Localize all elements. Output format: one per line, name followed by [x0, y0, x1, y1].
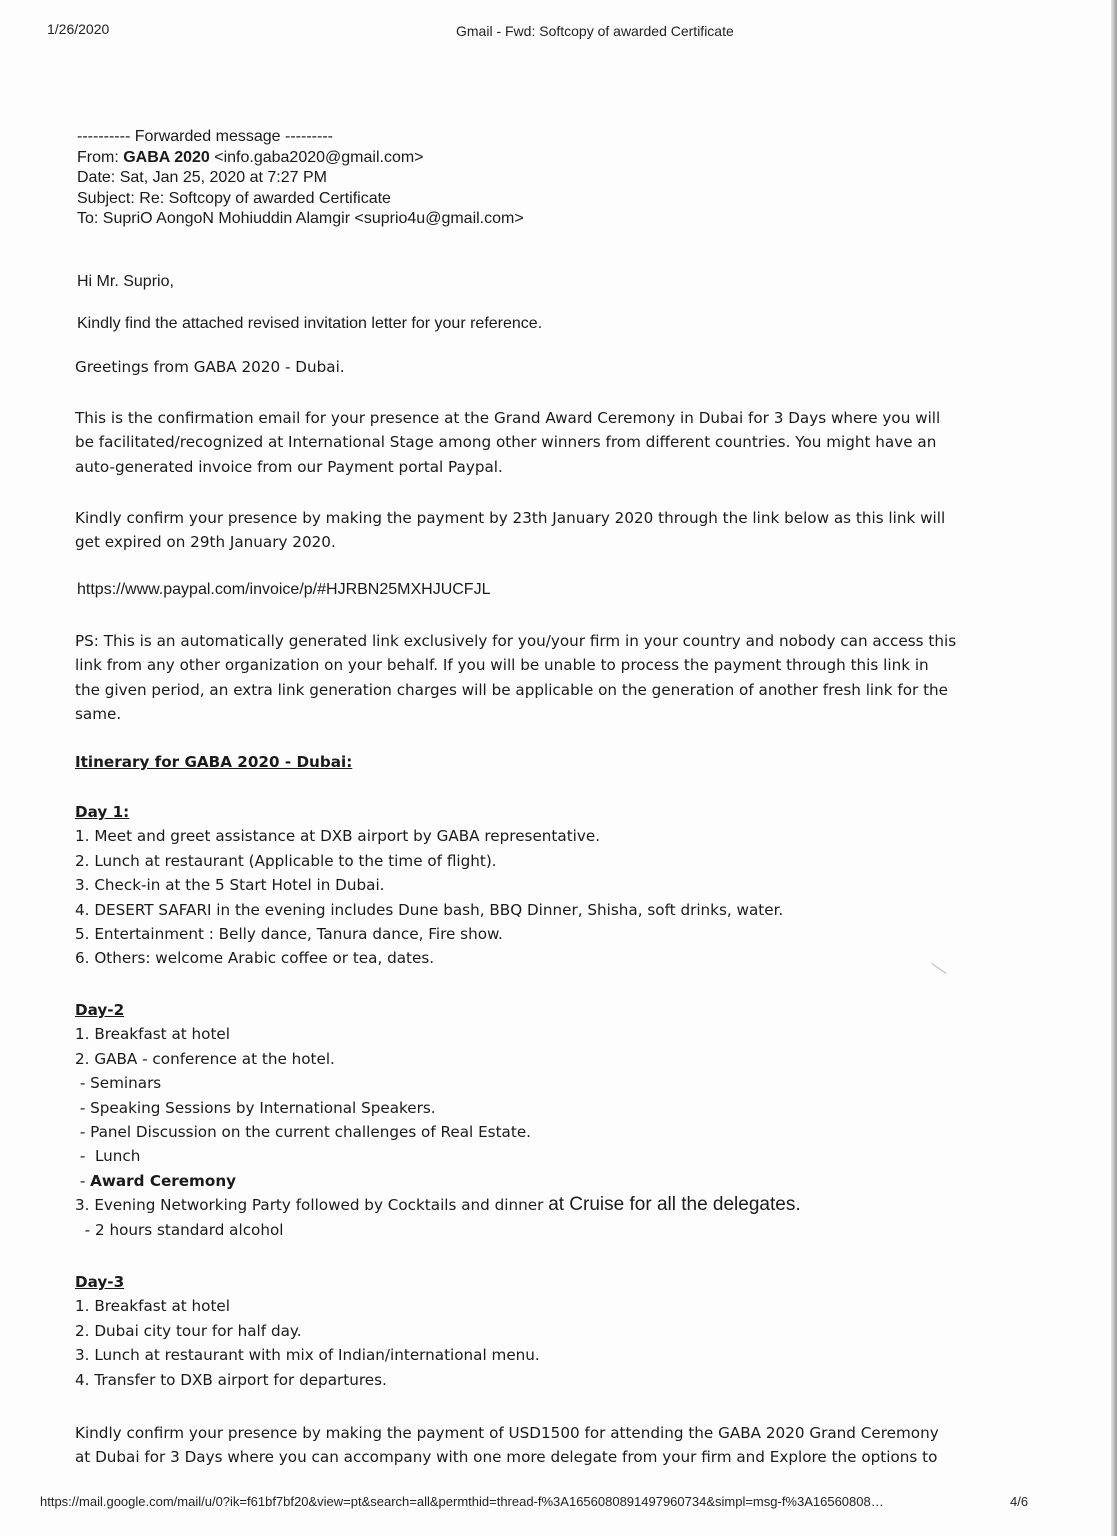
list-item: - Lunch: [75, 1147, 141, 1166]
itinerary-title: Itinerary for GABA 2020 - Dubai:: [75, 753, 353, 771]
award-ceremony: Award Ceremony: [90, 1171, 237, 1190]
list-item: 3. Evening Networking Party followed by Cocktails and dinner at Cruise for all the delegates.: [75, 1194, 801, 1216]
list-item: 6. Others: welcome Arabic coffee or tea, dates.: [75, 949, 435, 968]
list-item: 4. Transfer to DXB airport for departures.: [75, 1370, 387, 1389]
list-item: - Award Ceremony: [75, 1171, 237, 1190]
list-item: 2. Lunch at restaurant (Applicable to the time of flight).: [75, 851, 497, 870]
from-label: From:: [77, 148, 119, 166]
scan-edge-shadow: [1111, 0, 1117, 1536]
closing-paragraph: Kindly confirm your presence by making the payment of USD1500 for attending the GABA 2020 Grand Ceremony at Dubai for 3 Days where you can accompany with one more delegate from your firm and Explore the options to: [75, 1424, 939, 1467]
forwarded-header: [77, 127, 524, 230]
from-name: GABA 2020: [123, 148, 210, 166]
list-item: 4. DESERT SAFARI in the evening includes Dune bash, BBQ Dinner, Shisha, soft drinks, water.: [75, 900, 784, 919]
list-item: 5. Entertainment : Belly dance, Tanura dance, Fire show.: [75, 925, 503, 944]
list-item: - Panel Discussion on the current challenges of Real Estate.: [75, 1123, 531, 1142]
ps-paragraph: PS: This is an automatically generated link exclusively for you/your firm in your country and nobody can access this link from any other organization on your behalf. If you will be unable to process the payment through this link in the given period, an extra link generation charges will be applicable on the generation of another fresh link for the same.: [75, 632, 957, 724]
confirmation-paragraph: This is the confirmation email for your presence at the Grand Award Ceremony in Dubai for 3 Days where you will be facilitated/recognized at International Stage among other winners from different countries. You might have an auto-generated invoice from our Payment portal Paypal.: [75, 409, 941, 476]
page-number: 4/6: [1010, 1494, 1029, 1509]
print-title: Gmail - Fwd: Softcopy of awarded Certificate: [456, 23, 734, 39]
list-item: - Speaking Sessions by International Speakers.: [75, 1098, 436, 1117]
from-line: [77, 148, 524, 169]
footer-url: https://mail.google.com/mail/u/0?ik=f61bf7bf20&view=pt&search=all&permthid=thread-f%3A1656080891497960734&simpl=msg-f%3A16560808…: [40, 1494, 884, 1509]
day3-heading: Day-3: [75, 1273, 125, 1291]
day3-section: [75, 1270, 540, 1392]
payment-deadline-paragraph: Kindly confirm your presence by making the payment by 23th January 2020 through the link below as this link will get expired on 29th January 2020.: [75, 509, 946, 552]
list-item: 3. Lunch at restaurant with mix of Indian/international menu.: [75, 1346, 540, 1365]
list-item: 1. Breakfast at hotel: [75, 1025, 230, 1044]
greeting: Hi Mr. Suprio,: [77, 273, 174, 290]
day2-section: [75, 998, 801, 1242]
day2-heading: Day-2: [75, 1001, 125, 1019]
from-email[interactable]: <info.gaba2020@gmail.com>: [214, 148, 424, 166]
to-line: To: SupriO AongoN Mohiuddin Alamgir <suprio4u@gmail.com>: [77, 210, 524, 227]
list-item: 1. Breakfast at hotel: [75, 1297, 230, 1316]
day1-heading: Day 1:: [75, 803, 130, 821]
print-date: 1/26/2020: [47, 21, 110, 37]
paypal-link[interactable]: https://www.paypal.com/invoice/p/#HJRBN25MXHJUCFJL: [77, 581, 491, 598]
list-item: 1. Meet and greet assistance at DXB airport by GABA representative.: [75, 827, 601, 846]
subject-line: Subject: Re: Softcopy of awarded Certificate: [77, 189, 391, 207]
intro-text: Kindly find the attached revised invitation letter for your reference.: [77, 315, 543, 332]
forwarded-marker: ---------- Forwarded message ---------: [77, 128, 333, 145]
list-item: - Seminars: [75, 1074, 162, 1093]
list-item: - 2 hours standard alcohol: [75, 1220, 284, 1239]
list-item: 2. Dubai city tour for half day.: [75, 1321, 302, 1340]
scan-smudge: [931, 963, 946, 974]
date-line: Date: Sat, Jan 25, 2020 at 7:27 PM: [77, 169, 327, 186]
day1-section: [75, 800, 783, 971]
list-item: 2. GABA - conference at the hotel.: [75, 1049, 335, 1068]
greetings-line: Greetings from GABA 2020 - Dubai.: [75, 358, 345, 376]
list-item: 3. Check-in at the 5 Start Hotel in Dubai.: [75, 876, 385, 895]
